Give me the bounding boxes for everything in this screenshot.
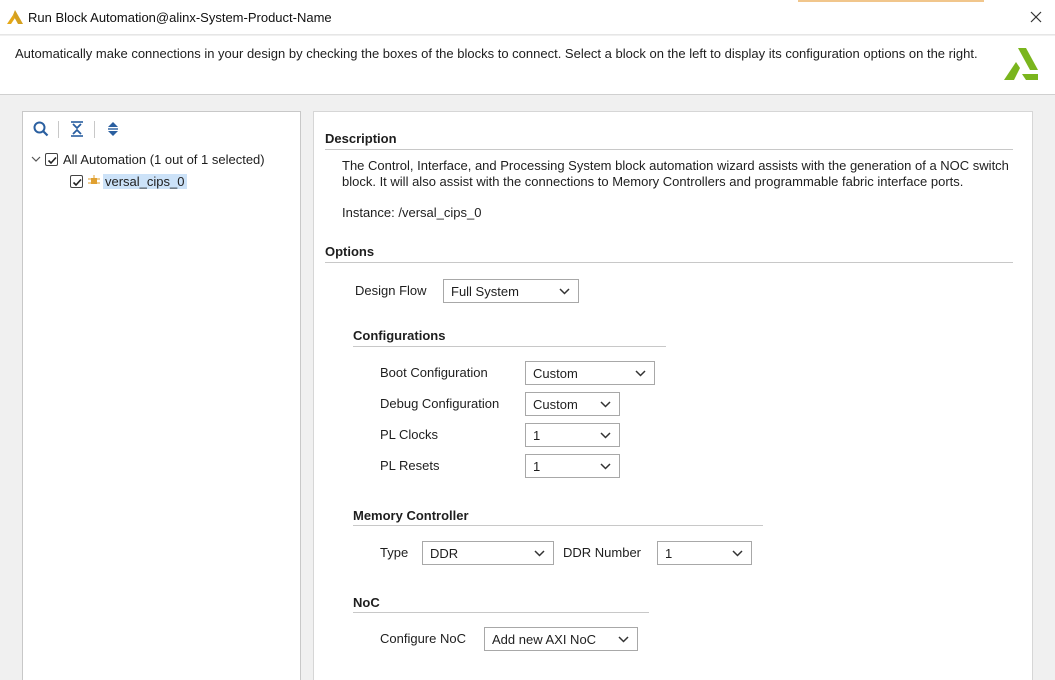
xilinx-logo-icon xyxy=(7,10,23,24)
chevron-down-icon xyxy=(600,432,611,439)
memory-type-label: Type xyxy=(380,545,409,560)
design-flow-select[interactable] xyxy=(443,279,579,303)
configure-noc-select[interactable] xyxy=(484,627,638,651)
design-flow-label: Design Flow xyxy=(355,283,427,298)
instructions-text: Automatically make connections in your design by checking the boxes of the blocks to connect. Select a block on the left to display its configuration options on the right. xyxy=(15,46,978,61)
options-heading: Options xyxy=(325,244,375,259)
chevron-down-icon[interactable] xyxy=(31,154,41,164)
all-automation-checkbox[interactable] xyxy=(45,153,58,166)
block-tree-panel xyxy=(22,111,301,680)
design-flow-value: Full System xyxy=(451,284,519,299)
debug-configuration-label: Debug Configuration xyxy=(380,396,500,411)
debug-configuration-value: Custom xyxy=(533,397,578,412)
ddr-number-value: 1 xyxy=(665,546,673,561)
ip-block-icon xyxy=(88,175,100,187)
versal-cips-label[interactable]: versal_cips_0 xyxy=(105,173,185,189)
debug-configuration-select[interactable] xyxy=(525,392,620,416)
instance-text: Instance: /versal_cips_0 xyxy=(342,205,482,220)
ddr-number-select[interactable] xyxy=(657,541,752,565)
memory-controller-divider xyxy=(353,525,763,526)
tree-root-row[interactable] xyxy=(31,148,265,170)
pl-resets-value: 1 xyxy=(533,459,541,474)
memory-type-select[interactable] xyxy=(422,541,554,565)
configure-noc-label: Configure NoC xyxy=(380,631,466,646)
window-title: Run Block Automation@alinx-System-Product-Name xyxy=(28,10,332,25)
pl-clocks-select[interactable] xyxy=(525,423,620,447)
instructions-banner xyxy=(0,36,1055,95)
configurations-heading: Configurations xyxy=(353,328,446,343)
description-heading: Description xyxy=(325,131,397,146)
configuration-panel xyxy=(313,111,1033,680)
checkmark-icon xyxy=(71,176,84,189)
boot-configuration-label: Boot Configuration xyxy=(380,365,488,380)
chevron-down-icon xyxy=(600,401,611,408)
chevron-down-icon xyxy=(600,463,611,470)
close-icon[interactable] xyxy=(1027,8,1045,26)
collapse-all-icon[interactable] xyxy=(68,120,86,138)
pl-resets-label: PL Resets xyxy=(380,458,440,473)
tree-toolbar xyxy=(23,112,300,146)
chevron-down-icon xyxy=(618,636,629,643)
checkmark-icon xyxy=(46,154,59,167)
title-bar xyxy=(0,0,1055,35)
memory-type-value: DDR xyxy=(430,546,459,561)
configure-noc-value: Add new AXI NoC xyxy=(492,632,597,647)
description-text: The Control, Interface, and Processing System block automation wizard assists with the generation of a NOC switch block. It will also assist with the connections to Memory Controllers and programmable fabric interface ports. xyxy=(342,158,1009,189)
pl-clocks-label: PL Clocks xyxy=(380,427,439,442)
toolbar-separator xyxy=(58,121,59,138)
ddr-number-label: DDR Number xyxy=(563,545,642,560)
configurations-divider xyxy=(353,346,666,347)
chevron-down-icon xyxy=(732,550,743,557)
memory-controller-heading: Memory Controller xyxy=(353,508,469,523)
boot-configuration-select[interactable] xyxy=(525,361,655,385)
pl-clocks-value: 1 xyxy=(533,428,541,443)
options-divider xyxy=(325,262,1013,263)
boot-configuration-value: Custom xyxy=(533,366,578,381)
noc-divider xyxy=(353,612,649,613)
xilinx-logo xyxy=(1004,48,1038,80)
chevron-down-icon xyxy=(559,288,570,295)
chevron-down-icon xyxy=(635,370,646,377)
toolbar-separator xyxy=(94,121,95,138)
tree-child-row[interactable] xyxy=(70,170,187,192)
noc-heading: NoC xyxy=(353,595,380,610)
pl-resets-select[interactable] xyxy=(525,454,620,478)
description-divider xyxy=(325,149,1013,150)
title-accent xyxy=(798,0,984,2)
expand-all-icon[interactable] xyxy=(104,120,122,138)
versal-cips-checkbox[interactable] xyxy=(70,175,83,188)
search-icon[interactable] xyxy=(32,120,50,138)
chevron-down-icon xyxy=(534,550,545,557)
all-automation-label: All Automation (1 out of 1 selected) xyxy=(63,151,265,167)
